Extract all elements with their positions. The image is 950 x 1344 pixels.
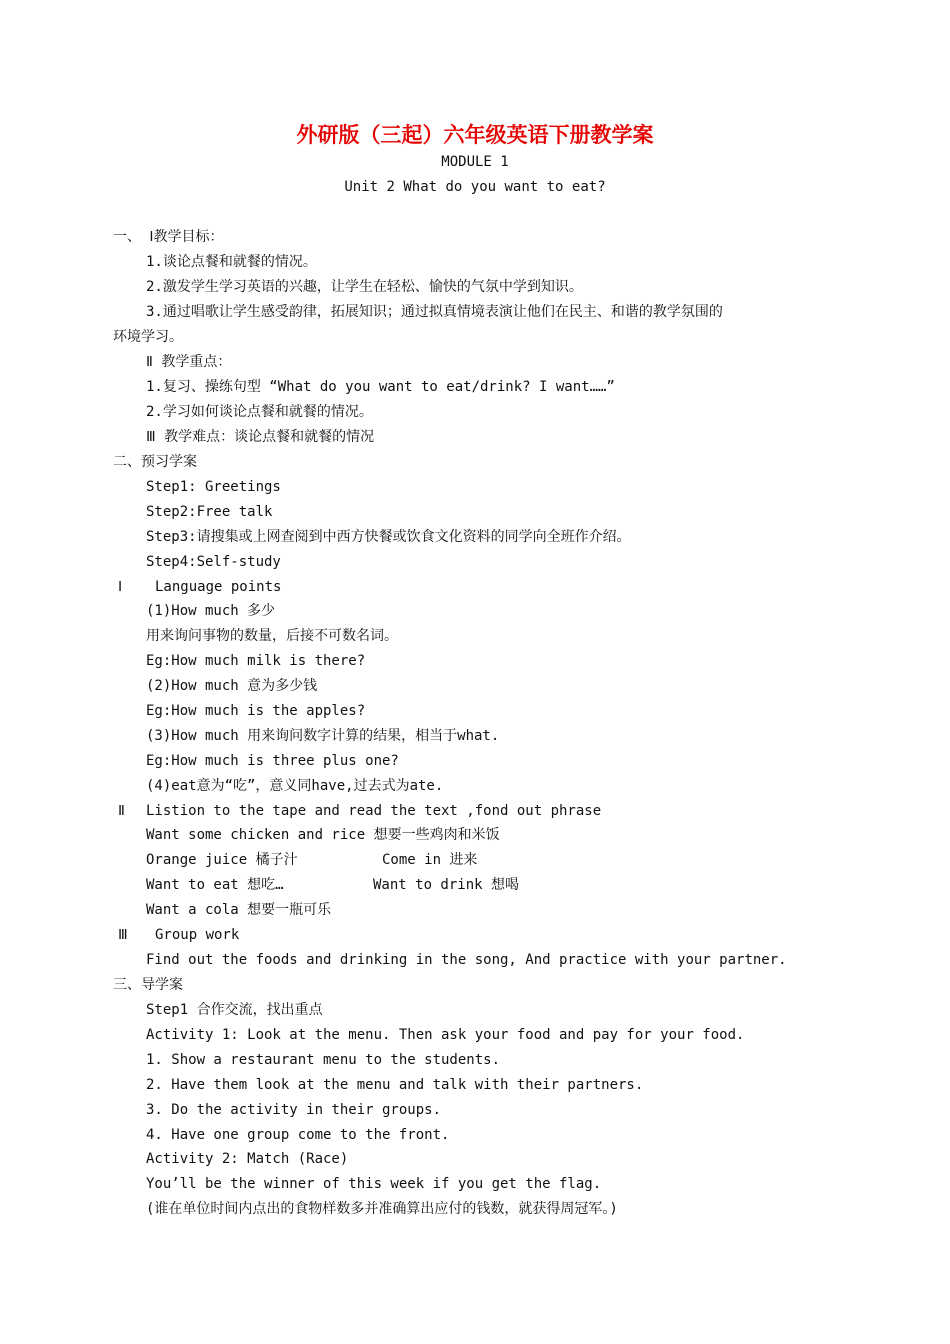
language-point-3-example: Eg:How much is three plus one?: [146, 753, 399, 769]
document-title: 外研版（三起）六年级英语下册教学案: [296, 123, 654, 147]
part3-numeral: Ⅲ: [118, 927, 128, 943]
language-point-1-example: Eg:How much milk is there?: [146, 653, 366, 669]
part3-title: Group work: [155, 927, 240, 943]
goal-3: 3.通过唱歌让学生感受韵律，拓展知识；通过拟真情境表演让他们在民主、和谐的教学氛围的: [146, 304, 723, 320]
section3-heading: 三、导学案: [113, 977, 183, 993]
phrase-3a: Want to eat 想吃…: [146, 877, 284, 893]
language-point-1: (1)How much 多少: [146, 603, 276, 619]
key-heading: Ⅱ 教学重点：: [146, 354, 232, 370]
phrase-4: Want a cola 想要一瓶可乐: [146, 902, 332, 918]
group-work-text: Find out the foods and drinking in the song, And practice with your partner.: [146, 952, 787, 968]
step-2: Step2:Free talk: [146, 504, 273, 520]
goal-3-continued: 环境学习。: [113, 329, 183, 345]
part1-title: Language points: [155, 579, 282, 595]
step-1: Step1: Greetings: [146, 479, 281, 495]
module-label: MODULE 1: [441, 154, 509, 170]
part2-numeral: Ⅱ: [118, 803, 125, 819]
phrase-3b: Want to drink 想喝: [373, 877, 520, 893]
part2-title: Listion to the tape and read the text ,fond out phrase: [146, 803, 602, 819]
language-point-3: (3)How much 用来询问数字计算的结果，相当于what.: [146, 728, 500, 744]
goal-1: 1.谈论点餐和就餐的情况。: [146, 254, 317, 270]
activity-1-item-3: 3. Do the activity in their groups.: [146, 1102, 442, 1118]
phrase-1: Want some chicken and rice 想要一些鸡肉和米饭: [146, 827, 500, 843]
activity-1-heading: Activity 1: Look at the menu. Then ask your food and pay for your food.: [146, 1027, 745, 1043]
part1-numeral: Ⅰ: [118, 579, 123, 595]
step-3: Step3:请搜集或上网查阅到中西方快餐或饮食文化资料的同学向全班作介绍。: [146, 529, 631, 545]
activity-1-item-2: 2. Have them look at the menu and talk with their partners.: [146, 1077, 644, 1093]
section1-heading: 一、 Ⅰ教学目标：: [113, 229, 224, 245]
goal-2: 2.激发学生学习英语的兴趣，让学生在轻松、愉快的气氛中学到知识。: [146, 279, 583, 295]
activity-1-item-1: 1. Show a restaurant menu to the students.: [146, 1052, 501, 1068]
activity-2-note: (谁在单位时间内点出的食物样数多并准确算出应付的钱数，就获得周冠军。): [146, 1201, 618, 1217]
language-point-4: (4)eat意为“吃”，意义同have,过去式为ate.: [146, 778, 444, 794]
language-point-2: (2)How much 意为多少钱: [146, 678, 318, 694]
phrase-2a: Orange juice 橘子汁: [146, 852, 298, 868]
difficulty: Ⅲ 教学难点：谈论点餐和就餐的情况: [146, 429, 375, 445]
section2-heading: 二、预习学案: [113, 454, 197, 470]
unit-label: Unit 2 What do you want to eat?: [344, 179, 606, 195]
activity-2-text: You’ll be the winner of this week if you get the flag.: [146, 1176, 602, 1192]
activity-1-item-4: 4. Have one group come to the front.: [146, 1127, 450, 1143]
activity-2-heading: Activity 2: Match (Race): [146, 1151, 349, 1167]
section3-step1: Step1 合作交流，找出重点: [146, 1002, 323, 1018]
key-point-1: 1.复习、操练句型 “What do you want to eat/drink? I want……”: [146, 379, 615, 395]
language-point-2-example: Eg:How much is the apples?: [146, 703, 366, 719]
phrase-2b: Come in 进来: [382, 852, 478, 868]
key-point-2: 2.学习如何谈论点餐和就餐的情况。: [146, 404, 373, 420]
language-point-1-desc: 用来询问事物的数量，后接不可数名词。: [146, 628, 398, 644]
step-4: Step4:Self-study: [146, 554, 281, 570]
